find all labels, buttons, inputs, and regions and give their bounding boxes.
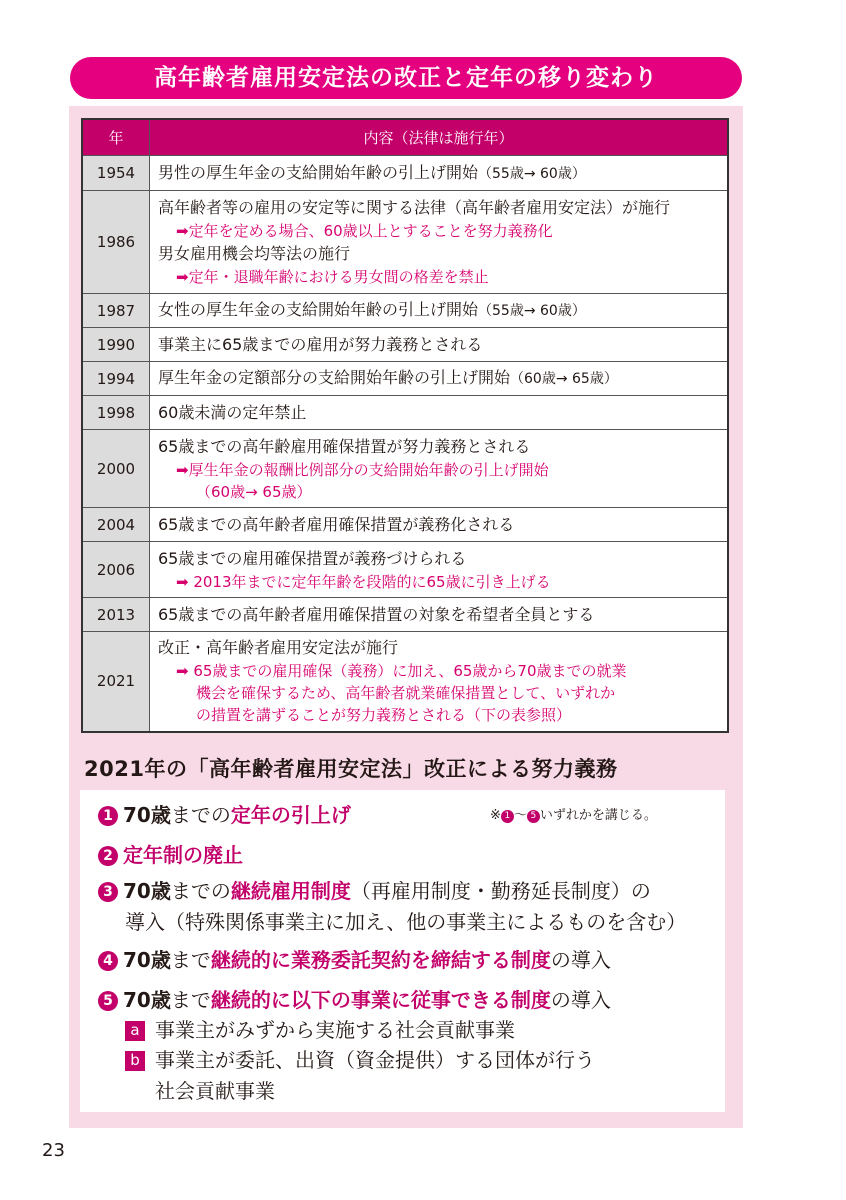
content-cell: [150, 362, 729, 396]
sub-cont-text: 社会貢献事業: [155, 1079, 275, 1103]
content-cell: [150, 191, 729, 294]
item-number: 3: [98, 882, 118, 902]
row-note-cont: （60歳→ 65歳）: [196, 482, 312, 501]
sub-mark: b: [125, 1051, 145, 1071]
history-table: [81, 118, 729, 733]
duty-item-2: [98, 840, 243, 871]
connector-text: まで: [170, 948, 211, 972]
detail-text: の導入: [550, 948, 611, 972]
row-note: ➡ 2013年までに定年年齢を段階的に65歳に引き上げる: [176, 572, 551, 591]
row-note-cont: の措置を講ずることが努力義務とされる（下の表参照）: [196, 706, 572, 725]
row-text: 厚生年金の定額部分の支給開始年齢の引上げ開始: [158, 368, 511, 387]
table-row: [82, 156, 728, 191]
sub-mark: a: [125, 1021, 145, 1041]
year-cell: 2004: [82, 508, 150, 542]
year-cell: 1990: [82, 328, 150, 362]
row-note-cont: 機会を確保するため、高年齢者就業確保措置として、いずれか: [196, 684, 616, 703]
table-header-row: [82, 119, 728, 156]
content-cell: [150, 430, 729, 508]
row-text: 女性の厚生年金の支給開始年齢の引上げ開始: [158, 300, 479, 319]
row-note: [158, 481, 719, 503]
measure-text: 継続雇用制度: [230, 879, 351, 903]
sub-text: 事業主がみずから実施する社会貢献事業: [155, 1018, 515, 1042]
table-row: [82, 396, 728, 430]
row-text: 改正・高年齢者雇用安定法が施行: [158, 638, 399, 658]
note-num-5: 5: [527, 810, 540, 823]
measure-text: 定年制の廃止: [123, 843, 243, 867]
table-row: [82, 328, 728, 362]
col-header-content: 内容（法律は施行年）: [150, 119, 729, 156]
page-number: 23: [42, 1140, 65, 1161]
row-note: ➡定年を定める場合、60歳以上とすることを努力義務化: [176, 222, 553, 240]
age-text: 70歳: [123, 803, 171, 827]
sub-text: 事業主が委託、出資（資金提供）する団体が行う: [155, 1048, 595, 1072]
row-note: ➡厚生年金の報酬比例部分の支給開始年齢の引上げ開始: [176, 460, 549, 479]
detail-text: の導入: [550, 988, 611, 1012]
note-num-1: 1: [501, 810, 514, 823]
page-title: 高年齢者雇用安定法の改正と定年の移り変わり: [70, 57, 742, 99]
item-number: 1: [98, 806, 118, 826]
content-cell: [150, 294, 729, 328]
duties-box: [80, 790, 725, 1112]
row-small-text: （60歳→ 65歳）: [510, 371, 618, 387]
table-row: [82, 430, 728, 508]
year-cell: 1987: [82, 294, 150, 328]
connector-text: までの: [170, 879, 231, 903]
table-row: [82, 508, 728, 542]
duty-item-4: [98, 945, 611, 976]
year-cell: 1954: [82, 156, 150, 191]
content-cell: 事業主に65歳までの雇用が努力義務とされる: [150, 328, 729, 362]
year-cell: 2000: [82, 430, 150, 508]
content-cell: [150, 632, 729, 732]
detail-cont-text: 導入（特殊関係事業主に加え、他の事業主によるものを含む）: [125, 910, 687, 934]
col-header-year: 年: [82, 119, 150, 156]
choose-one-note: [490, 804, 657, 823]
measure-text: 定年の引上げ: [230, 803, 351, 827]
row-note: [158, 704, 719, 726]
row-text: 65歳までの雇用確保措置が義務づけられる: [158, 548, 467, 568]
measure-text: 継続的に業務委託契約を締結する制度: [210, 948, 551, 972]
table-row: [82, 542, 728, 598]
year-cell: 1986: [82, 191, 150, 294]
content-cell: [150, 542, 729, 598]
sub-item-b: [125, 1045, 595, 1107]
item-number: 4: [98, 951, 118, 971]
row-small-text: （55歳→ 60歳）: [478, 165, 586, 182]
row-note: ➡ 65歳までの雇用確保（義務）に加え、65歳から70歳までの就業: [176, 662, 627, 681]
year-cell: 1994: [82, 362, 150, 396]
row-text: 男女雇用機会均等法の施行: [158, 244, 351, 263]
year-cell: 2021: [82, 632, 150, 732]
row-text: 男性の厚生年金の支給開始年齢の引上げ開始: [158, 162, 479, 182]
age-text: 70歳: [123, 988, 171, 1012]
content-cell: 65歳までの高年齢者雇用確保措置が義務化される: [150, 508, 729, 542]
duties-title: 2021年の「高年齢者雇用安定法」改正による努力義務: [84, 757, 618, 781]
row-text: 65歳までの高年齢雇用確保措置が努力義務とされる: [158, 436, 531, 456]
age-text: 70歳: [123, 948, 171, 972]
row-note: [158, 682, 719, 704]
age-text: 70歳: [123, 879, 171, 903]
table-row: [82, 632, 728, 732]
measure-text: 継続的に以下の事業に従事できる制度: [210, 988, 551, 1012]
duty-item-3: [98, 876, 686, 938]
note-tilde: 〜: [513, 808, 527, 823]
row-text: 高年齢者等の雇用の安定等に関する法律（高年齢者雇用安定法）が施行: [158, 198, 671, 217]
item-number: 2: [98, 846, 118, 866]
note-suffix: いずれかを講じる。: [539, 808, 657, 823]
content-cell: 60歳未満の定年禁止: [150, 396, 729, 430]
table-row: [82, 294, 728, 328]
connector-text: までの: [170, 803, 231, 827]
detail-text: （再雇用制度・勤務延長制度）の: [350, 879, 651, 903]
content-cell: [150, 156, 729, 191]
content-cell: 65歳までの高年齢者雇用確保措置の対象を希望者全員とする: [150, 598, 729, 632]
table-row: [82, 191, 728, 294]
year-cell: 1998: [82, 396, 150, 430]
connector-text: まで: [170, 988, 211, 1012]
table-row: [82, 598, 728, 632]
duty-item-1: [98, 800, 351, 831]
duty-item-5: [98, 985, 611, 1016]
item-number: 5: [98, 991, 118, 1011]
year-cell: 2013: [82, 598, 150, 632]
year-cell: 2006: [82, 542, 150, 598]
sub-item-a: [125, 1015, 515, 1046]
note-prefix: ※: [490, 808, 501, 823]
table-row: [82, 362, 728, 396]
row-note: ➡定年・退職年齢における男女間の格差を禁止: [176, 268, 489, 286]
row-small-text: （55歳→ 60歳）: [478, 303, 586, 319]
